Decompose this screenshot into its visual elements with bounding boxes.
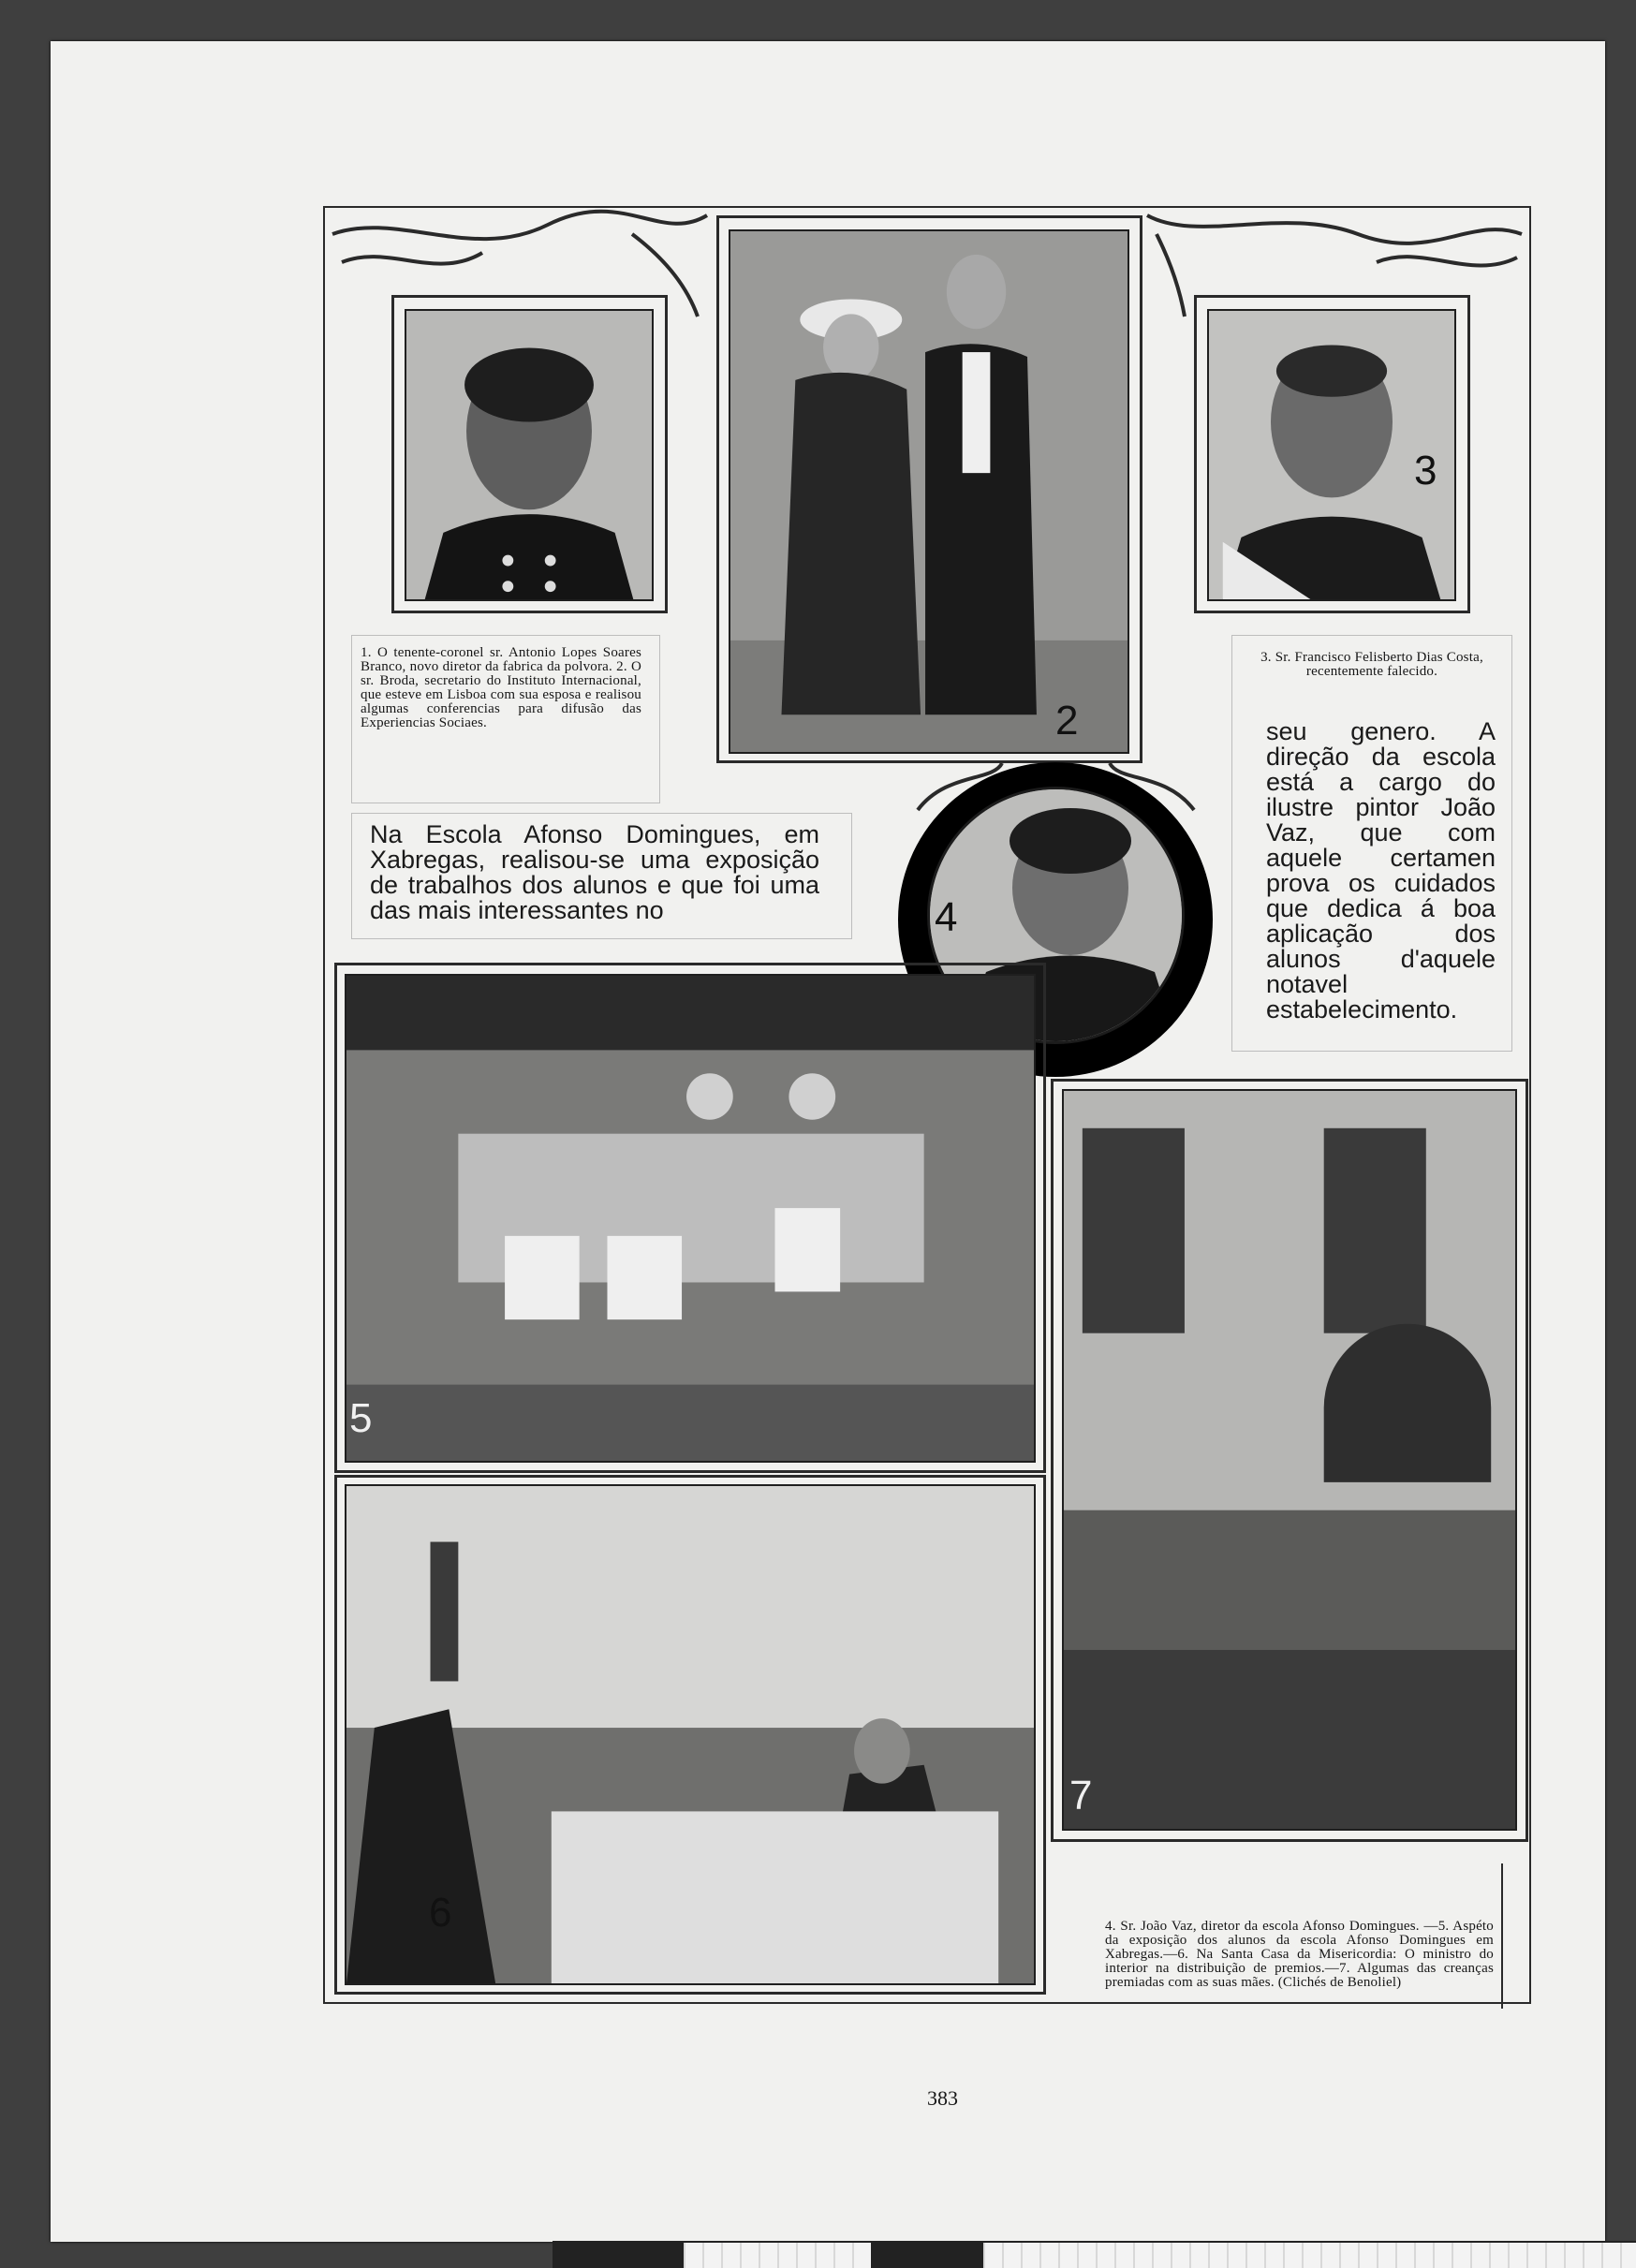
photo-number-4: 4 <box>935 894 958 940</box>
photo-number-6: 6 <box>429 1890 452 1936</box>
article-text-right: seu genero. A direção da escola está a cargo do ilustre pintor João Vaz, que com aquele certamen prova os cuidados que dedica á boa aplicação dos alunos d'aquele notavel estabelecimento. <box>1266 717 1496 1024</box>
photo-number-2: 2 <box>1055 698 1079 744</box>
couple-photo-2 <box>729 229 1129 754</box>
exhibition-photo-5 <box>345 974 1036 1463</box>
caption-photos-1-2: 1. O tenente-coronel sr. Antonio Lopes Soares Branco, novo diretor da fabrica da polvora. 2. O sr. Broda, secretario do Instituto Internacional, que esteve em Lisboa com sua esposa e realisou algumas conferencias para difusão das Experiencias Sociaes. <box>361 645 641 730</box>
article-text-left: Na Escola Afonso Domingues, em Xabregas, realisou-se uma exposição de trabalhos dos alunos e que foi uma das mais interessantes no <box>370 820 819 924</box>
photo-number-5: 5 <box>349 1395 373 1441</box>
portrait-photo-1 <box>405 309 654 601</box>
caption-photos-4-7: 4. Sr. João Vaz, diretor da escola Afonso Domingues. —5. Aspéto da exposição dos alunos da escola Afonso Domingues em Xabregas.—6. Na Santa Casa da Misericordia: O ministro do interior na distribuição de premios.—7. Algumas das creanças premiadas com as suas mães. (Clichés de Benoliel) <box>1105 1919 1494 1990</box>
scan-ruler <box>553 2241 1636 2268</box>
scan-ruler-segment <box>871 2241 983 2268</box>
photo-number-7: 7 <box>1069 1773 1093 1819</box>
caption-photo-3: 3. Sr. Francisco Felisberto Dias Costa, recentemente falecido. <box>1260 650 1483 679</box>
mothers-children-photo-7 <box>1062 1089 1517 1831</box>
photo-number-3: 3 <box>1414 448 1437 493</box>
scan-ruler-segment <box>553 2241 684 2268</box>
page-number: 383 <box>927 2086 958 2110</box>
